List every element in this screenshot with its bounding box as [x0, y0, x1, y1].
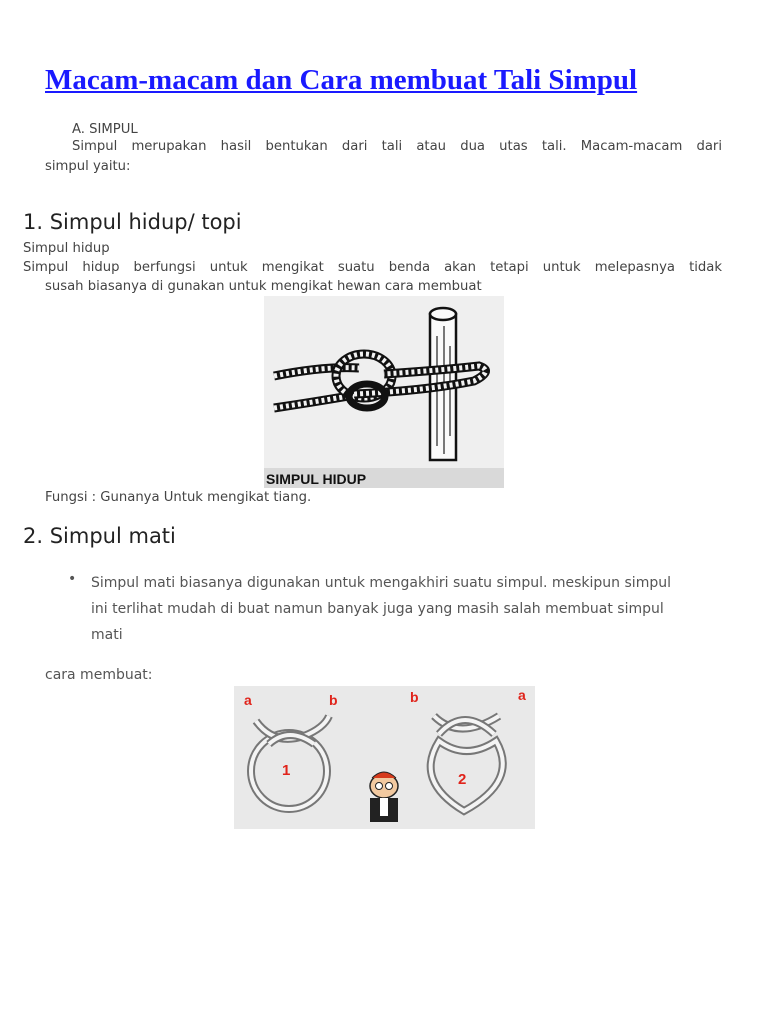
section-2-bullet-line-2: ini terlihat mudah di buat namun banyak juga yang masih salah membuat simpul: [91, 601, 664, 617]
section-1-fungsi: Fungsi : Gunanya Untuk mengikat tiang.: [45, 490, 312, 505]
intro-heading: A. SIMPUL: [72, 122, 138, 137]
label-a-1: a: [244, 692, 252, 708]
simpul-mati-illustration: [234, 686, 535, 829]
section-2-bullet-line-3: mati: [91, 627, 123, 643]
cara-membuat-label: cara membuat:: [45, 667, 153, 683]
section-1-subheading: Simpul hidup: [23, 241, 110, 256]
section-2-heading: 2. Simpul mati: [23, 524, 176, 548]
intro-line-1: Simpul merupakan hasil bentukan dari tali atau dua utas tali. Macam-macam dari: [72, 139, 722, 154]
label-number-1: 1: [282, 762, 291, 779]
section-2-bullet-line-1: Simpul mati biasanya digunakan untuk mengakhiri suatu simpul. meskipun simpul: [91, 575, 671, 591]
section-1-heading: 1. Simpul hidup/ topi: [23, 210, 242, 234]
label-number-2: 2: [458, 771, 467, 788]
bullet-dot: •: [68, 571, 77, 587]
simpul-hidup-image: [264, 296, 504, 488]
section-1-line-1: Simpul hidup berfungsi untuk mengikat suatu benda akan tetapi untuk melepasnya tidak: [23, 260, 722, 275]
section-1-line-2: susah biasanya di gunakan untuk mengikat hewan cara membuat: [45, 279, 482, 294]
simpul-mati-image: [234, 686, 535, 829]
intro-line-2: simpul yaitu:: [45, 159, 131, 174]
simpul-hidup-caption: SIMPUL HIDUP: [266, 471, 367, 487]
page-title[interactable]: Macam-macam dan Cara membuat Tali Simpul: [45, 64, 638, 96]
label-b-1: b: [329, 692, 338, 708]
simpul-hidup-illustration: [264, 296, 504, 488]
label-a-2: a: [518, 687, 526, 703]
label-b-2: b: [410, 689, 419, 705]
